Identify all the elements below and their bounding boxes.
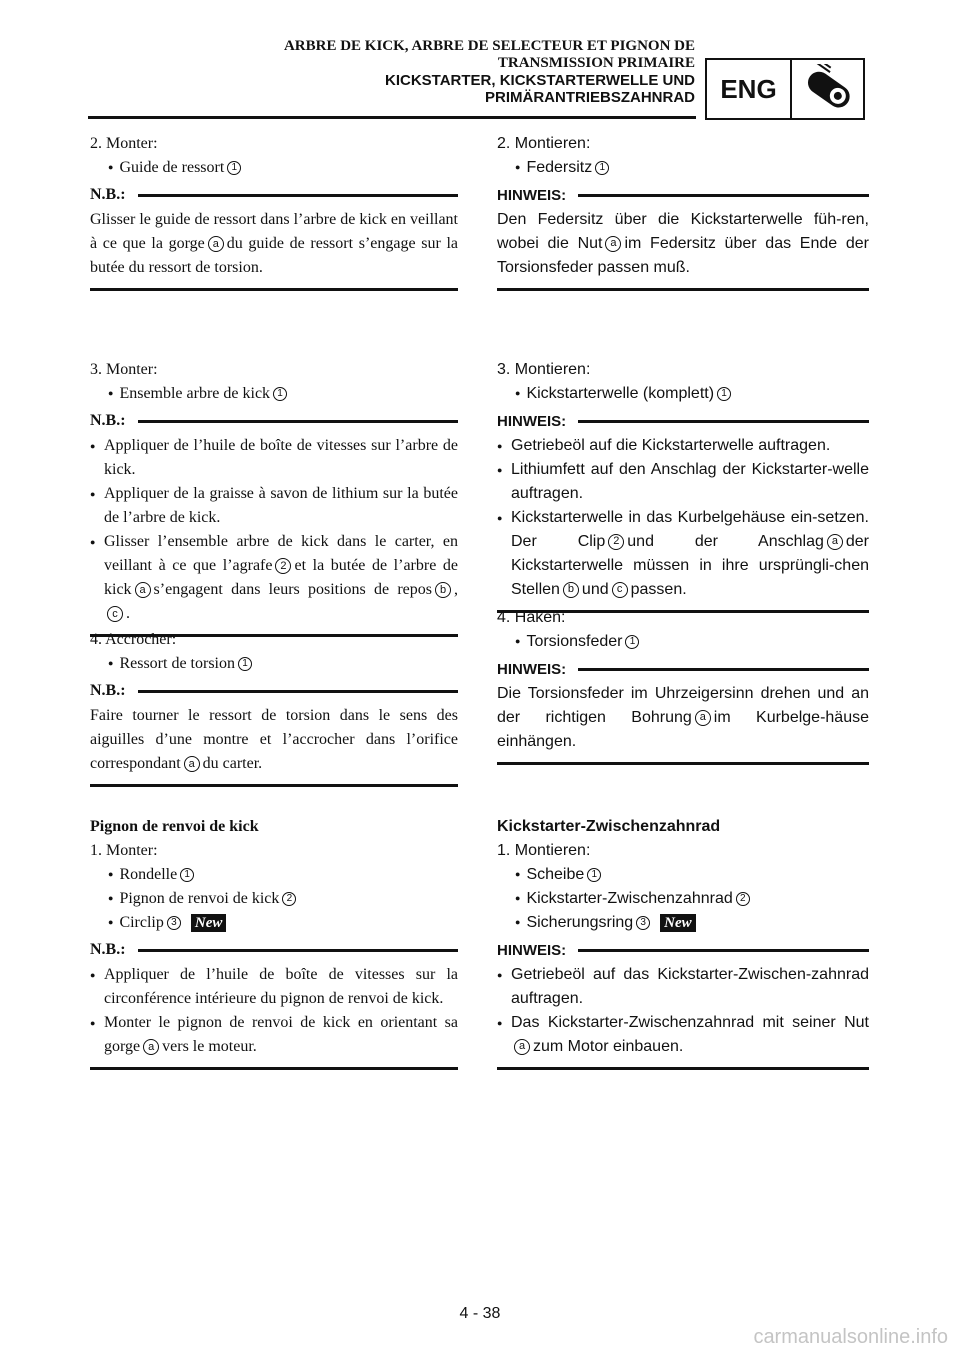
de-step-torsion-spring <box>497 606 869 765</box>
text-span: Glisser le guide de ressort dans l’arbre de kick en veillant à ce que la gorge <box>90 211 458 252</box>
section-badge <box>705 58 865 120</box>
fr-step-kick-shaft <box>90 358 458 637</box>
step-heading: 1. Montieren: <box>497 842 591 859</box>
badge-label: ENG <box>707 60 792 118</box>
note-header <box>497 408 869 434</box>
text-span: Faire tourner le ressort de torsion dans le sens des aiguilles d’une montre et l’accrocher dans l’orifice correspondant <box>90 707 458 772</box>
header-de-line1: KICKSTARTER, KICKSTARTERWELLE UND <box>385 72 695 89</box>
text-span: zum Motor einbauen. <box>533 1038 684 1055</box>
list-item <box>497 382 869 406</box>
text-span: Das Kickstarter-Zwischenzahnrad mit seiner Nut <box>511 1014 869 1031</box>
text-span: du carter. <box>202 755 263 772</box>
ref-marker: a <box>605 236 621 252</box>
text-span: der Kickstarterwelle müssen in ihre ursprüngli-chen Stellen <box>511 533 869 598</box>
fr-step-spring-guide <box>90 132 458 291</box>
note-label: HINWEIS: <box>497 186 567 204</box>
header-fr-line1: ARBRE DE KICK, ARBRE DE SELECTEUR ET PIGNON DE <box>283 38 695 54</box>
note-text <box>90 704 458 776</box>
item-text: Ressort de torsion <box>119 655 235 672</box>
new-part-badge: New <box>660 914 696 932</box>
note-header <box>497 937 869 963</box>
ref-marker: c <box>107 606 123 622</box>
text-span: und <box>581 581 609 598</box>
note-label: N.B.: <box>90 412 126 429</box>
text-span: s’engagent dans leurs positions de repos <box>153 581 432 598</box>
text-span: und der Anschlag <box>627 533 824 550</box>
ref-marker: 2 <box>608 534 624 550</box>
ref-marker: 1 <box>238 657 252 671</box>
ref-marker: a <box>208 236 224 252</box>
list-item: ● Appliquer de la graisse à savon de lithium sur la butée de l’arbre de kick. <box>90 482 458 530</box>
text-span: im Federsitz über das Ende der Torsionsfeder passen muß. <box>497 235 869 276</box>
de-step-spring-seat <box>497 132 869 291</box>
item-text: Circlip <box>119 914 164 931</box>
step-heading: 3. Monter: <box>90 361 158 378</box>
item-text: Ensemble arbre de kick <box>119 385 271 402</box>
ref-marker: 2 <box>275 558 291 574</box>
ref-marker: 2 <box>736 892 750 906</box>
item-text: Federsitz <box>526 159 593 176</box>
ref-marker: 1 <box>625 635 639 649</box>
item-text: Kickstarterwelle (komplett) <box>526 385 715 402</box>
ref-marker: a <box>514 1039 530 1055</box>
list-item <box>90 887 458 911</box>
ref-marker: a <box>135 582 151 598</box>
fr-section-idle-gear <box>90 815 458 1070</box>
list-item <box>90 1011 458 1059</box>
list-item <box>90 156 458 180</box>
text-span: Glisser l’ensemble arbre de kick dans le carter, en veillant à ce que l’agrafe <box>104 533 458 574</box>
note-label: HINWEIS: <box>497 660 567 678</box>
step-heading: 2. Montieren: <box>497 135 591 152</box>
list-item <box>497 863 869 887</box>
list-item <box>497 156 869 180</box>
text-span: et la butée de l’arbre de kick <box>104 557 459 598</box>
ref-marker: c <box>612 582 628 598</box>
item-text: Rondelle <box>119 866 178 883</box>
de-step-kick-shaft <box>497 358 869 613</box>
text-span: Die Torsionsfeder im Uhrzeigersinn drehen und an der richtigen Bohrung <box>497 685 869 726</box>
header-title-fr <box>55 38 695 72</box>
list-item <box>497 630 869 654</box>
list-item: ● Appliquer de l’huile de boîte de vitesses sur la circonférence intérieure du pignon de renvoi de kick. <box>90 963 458 1011</box>
text-span: Kickstarterwelle in das Kurbelgehäuse ein-setzen. Der Clip <box>511 509 869 550</box>
list-item <box>497 506 869 602</box>
note-end-rule <box>497 762 869 765</box>
note-text <box>90 208 458 280</box>
text-span: , <box>454 581 458 598</box>
step-heading: 2. Monter: <box>90 135 158 152</box>
item-text: Torsionsfeder <box>526 633 623 650</box>
ref-marker: 1 <box>180 868 194 882</box>
step-heading: 1. Monter: <box>90 842 158 859</box>
list-item <box>90 911 458 935</box>
note-header <box>497 182 869 208</box>
list-item: ● Getriebeöl auf das Kickstarter-Zwischen-zahnrad auftragen. <box>497 963 869 1011</box>
list-item <box>90 863 458 887</box>
text-span: passen. <box>630 581 687 598</box>
note-rule <box>578 194 869 197</box>
item-text: Pignon de renvoi de kick <box>119 890 280 907</box>
note-text <box>497 208 869 280</box>
text-span: Den Federsitz über die Kickstarterwelle füh-ren, wobei die Nut <box>497 211 869 252</box>
text-span: . <box>126 605 130 622</box>
note-bullets <box>90 434 458 626</box>
ref-marker: 1 <box>587 868 601 882</box>
header-rule <box>88 116 696 119</box>
step-heading: 4. Haken: <box>497 609 566 626</box>
ref-marker: 1 <box>227 161 241 175</box>
note-end-rule <box>90 1067 458 1070</box>
list-item <box>90 382 458 406</box>
note-rule <box>138 194 458 197</box>
list-item <box>497 911 869 935</box>
note-rule <box>578 949 869 952</box>
list-item: ● Lithiumfett auf den Anschlag der Kickstarter-welle auftragen. <box>497 458 869 506</box>
ref-marker: a <box>827 534 843 550</box>
note-end-rule <box>497 288 869 291</box>
item-text: Scheibe <box>526 866 585 883</box>
text-span: Monter le pignon de renvoi de kick en orientant sa gorge <box>104 1014 458 1055</box>
note-text <box>497 682 869 754</box>
ref-marker: 1 <box>717 387 731 401</box>
ref-marker: b <box>435 582 451 598</box>
note-bullets <box>90 963 458 1059</box>
note-rule <box>578 668 869 671</box>
step-heading: 3. Montieren: <box>497 361 591 378</box>
item-text: Kickstarter-Zwischenzahnrad <box>526 890 733 907</box>
note-rule <box>138 690 458 693</box>
ref-marker: a <box>184 756 200 772</box>
header-title-de <box>55 72 695 106</box>
text-span: du guide de ressort s’engage sur la butée du ressort de torsion. <box>90 235 458 276</box>
list-item <box>90 530 458 626</box>
watermark: carmanualsonline.info <box>753 1326 948 1348</box>
ref-marker: a <box>143 1039 159 1055</box>
list-item <box>497 1011 869 1059</box>
ref-marker: a <box>695 710 711 726</box>
de-section-idle-gear <box>497 815 869 1070</box>
ref-marker: 3 <box>167 916 181 930</box>
list-item: ● Getriebeöl auf die Kickstarterwelle auftragen. <box>497 434 869 458</box>
note-header <box>90 408 458 434</box>
ref-marker: b <box>563 582 579 598</box>
new-part-badge: New <box>191 914 227 932</box>
list-item: ● Appliquer de l’huile de boîte de vitesses sur l’arbre de kick. <box>90 434 458 482</box>
note-label: HINWEIS: <box>497 412 567 430</box>
engine-wrench-icon <box>792 60 863 118</box>
section-title: Pignon de renvoi de kick <box>90 818 259 835</box>
header-fr-line2: TRANSMISSION PRIMAIRE <box>497 55 695 71</box>
note-label: HINWEIS: <box>497 941 567 959</box>
step-heading: 4. Accrocher: <box>90 631 177 648</box>
list-item <box>90 652 458 676</box>
note-label: N.B.: <box>90 682 126 699</box>
note-end-rule <box>90 288 458 291</box>
text-span: im Kurbelge-häuse einhängen. <box>497 709 869 750</box>
note-label: N.B.: <box>90 186 126 203</box>
item-text: Guide de ressort <box>119 159 225 176</box>
note-bullets <box>497 963 869 1059</box>
note-bullets <box>497 434 869 602</box>
note-end-rule <box>90 784 458 787</box>
note-label: N.B.: <box>90 941 126 958</box>
ref-marker: 2 <box>282 892 296 906</box>
item-text: Sicherungsring <box>526 914 634 931</box>
header-de-line2: PRIMÄRANTRIEBSZAHNRAD <box>485 89 695 106</box>
list-item <box>497 887 869 911</box>
text-span: vers le moteur. <box>162 1038 257 1055</box>
note-header <box>90 937 458 963</box>
note-header <box>90 182 458 208</box>
note-rule <box>138 949 458 952</box>
note-header <box>90 678 458 704</box>
page-number: 4 - 38 <box>459 1305 501 1322</box>
ref-marker: 1 <box>595 161 609 175</box>
note-rule <box>578 420 869 423</box>
note-header <box>497 656 869 682</box>
note-rule <box>138 420 458 423</box>
fr-step-torsion-spring <box>90 628 458 787</box>
ref-marker: 1 <box>273 387 287 401</box>
ref-marker: 3 <box>636 916 650 930</box>
note-end-rule <box>497 1067 869 1070</box>
section-title: Kickstarter-Zwischenzahnrad <box>497 818 721 835</box>
